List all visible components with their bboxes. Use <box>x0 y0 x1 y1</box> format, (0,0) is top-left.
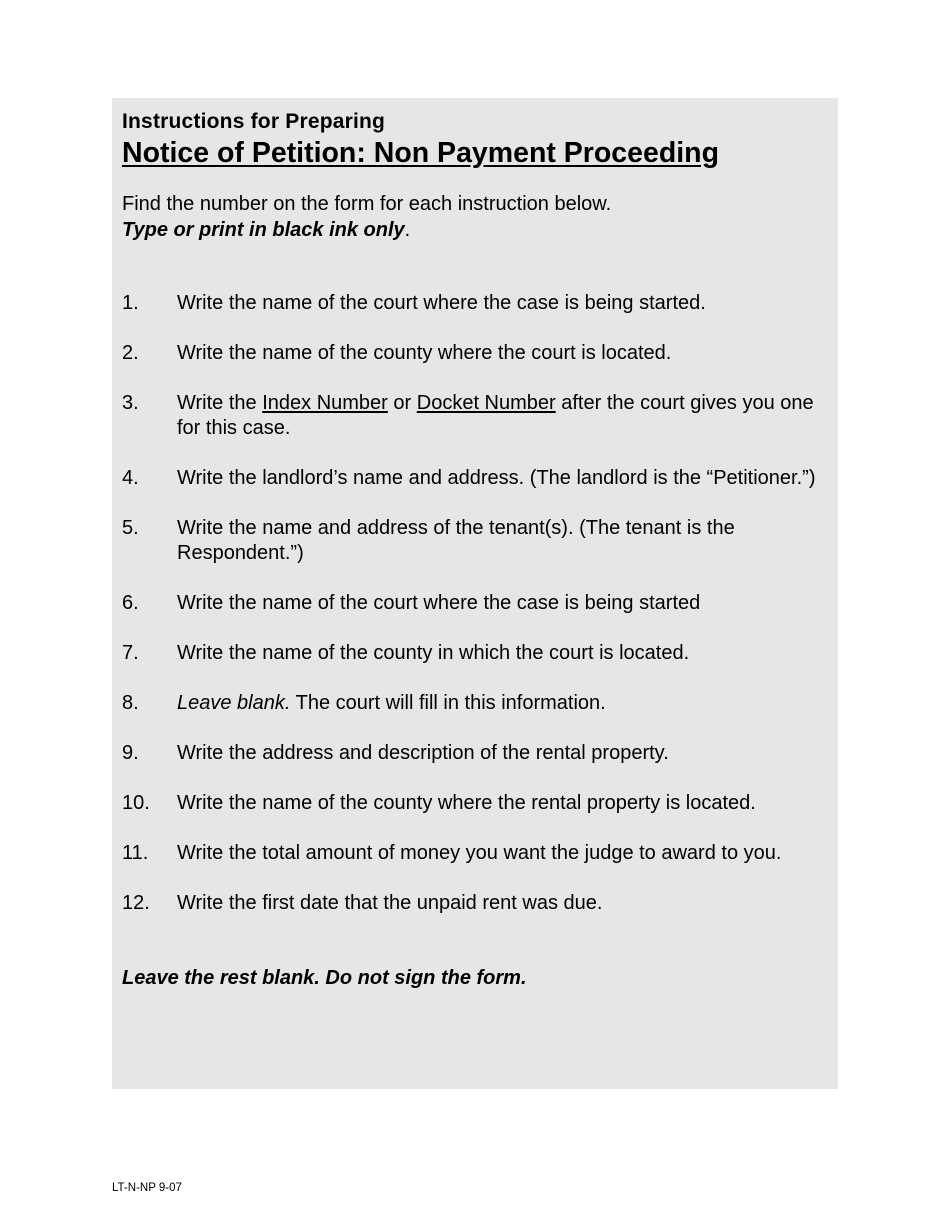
item-text: Write the address and description of the rental property. <box>177 742 669 764</box>
item-text: Write the name of the court where the case is being started <box>177 592 701 614</box>
item-number: 6. <box>122 592 139 614</box>
list-item <box>122 466 828 491</box>
item-text: Write the landlord’s name and address. (The landlord is the “Petitioner.”) <box>177 467 816 489</box>
ink-instruction-period: . <box>404 219 411 241</box>
instructions-panel <box>112 98 838 1089</box>
index-number-term: Index Number <box>262 392 388 414</box>
item-number: 2. <box>122 342 139 364</box>
list-item <box>122 516 828 566</box>
item-number: 3. <box>122 392 139 414</box>
form-code: LT-N-NP 9-07 <box>112 1182 182 1194</box>
item-text-rest: The court will fill in this information. <box>290 692 606 714</box>
list-item <box>122 391 828 441</box>
leave-blank-label: Leave blank. <box>177 692 291 714</box>
item-text-post: after the court gives you one for this case. <box>177 392 814 439</box>
list-item <box>122 841 828 866</box>
list-item <box>122 891 828 916</box>
docket-number-term: Docket Number <box>416 392 556 414</box>
instruction-list <box>122 291 828 916</box>
item-text: Write the name of the court where the case is being started. <box>177 292 706 314</box>
item-text: Write the name of the county where the court is located. <box>177 342 672 364</box>
ink-instruction-text: Type or print in black ink only <box>122 219 405 241</box>
list-item <box>122 591 828 616</box>
item-text: Write the total amount of money you want the judge to award to you. <box>177 842 782 864</box>
item-number: 4. <box>122 467 139 489</box>
document-title: Notice of Petition: Non Payment Proceeding <box>122 137 719 169</box>
list-item <box>122 341 828 366</box>
item-number: 12. <box>122 892 150 914</box>
closing-instruction: Leave the rest blank. Do not sign the form. <box>122 967 527 989</box>
list-item <box>122 641 828 666</box>
item-text: Write the name of the county where the rental property is located. <box>177 792 756 814</box>
item-text <box>177 391 828 441</box>
item-number: 9. <box>122 742 139 764</box>
item-text: Write the name of the county in which the court is located. <box>177 642 690 664</box>
item-text: Write the first date that the unpaid rent was due. <box>177 892 603 914</box>
item-text <box>177 691 828 716</box>
intro-block <box>122 191 828 243</box>
item-number: 10. <box>122 792 150 814</box>
list-item <box>122 291 828 316</box>
document-subtitle: Instructions for Preparing <box>122 110 386 133</box>
list-item <box>122 741 828 766</box>
item-text-mid: or <box>387 392 417 414</box>
ink-instruction <box>122 217 828 243</box>
list-item <box>122 791 828 816</box>
item-number: 8. <box>122 692 139 714</box>
item-text-pre: Write the <box>177 392 263 414</box>
item-number: 1. <box>122 292 139 314</box>
intro-line: Find the number on the form for each instruction below. <box>122 193 612 215</box>
item-number: 11. <box>122 842 149 864</box>
item-number: 5. <box>122 517 139 539</box>
list-item <box>122 691 828 716</box>
item-text: Write the name and address of the tenant(s). (The tenant is the Respondent.”) <box>177 517 735 564</box>
item-number: 7. <box>122 642 139 664</box>
